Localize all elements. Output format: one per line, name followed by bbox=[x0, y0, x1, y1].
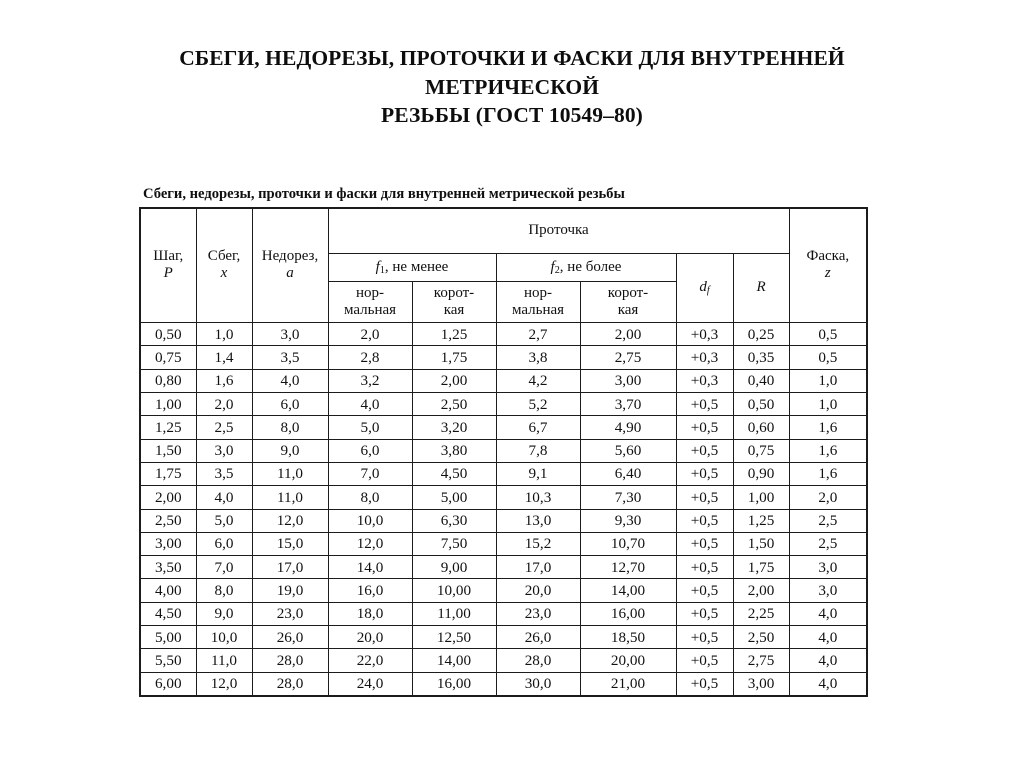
table-cell: 24,0 bbox=[328, 672, 412, 696]
table-cell: 4,90 bbox=[580, 416, 676, 439]
table-cell: 3,0 bbox=[789, 579, 867, 602]
table-cell: 10,3 bbox=[496, 486, 580, 509]
header-f2-short-line1: корот- bbox=[607, 285, 649, 302]
header-faska-symbol: z bbox=[824, 264, 831, 281]
header-step bbox=[140, 208, 196, 323]
header-r-symbol: R bbox=[756, 279, 766, 296]
page-title-line-3: РЕЗЬБЫ (ГОСТ 10549–80) bbox=[381, 103, 643, 128]
table-cell: 11,0 bbox=[252, 486, 328, 509]
table-cell: 1,6 bbox=[196, 369, 252, 392]
table-cell: 8,0 bbox=[252, 416, 328, 439]
table-row bbox=[140, 323, 867, 346]
table-cell: 0,75 bbox=[733, 439, 789, 462]
table-cell: 4,0 bbox=[328, 393, 412, 416]
table-cell: 22,0 bbox=[328, 649, 412, 672]
table-cell: 0,50 bbox=[140, 323, 196, 346]
table-cell: 3,00 bbox=[580, 369, 676, 392]
table-row bbox=[140, 672, 867, 696]
table-cell: 1,0 bbox=[196, 323, 252, 346]
table-cell: 0,35 bbox=[733, 346, 789, 369]
table-cell: 1,00 bbox=[733, 486, 789, 509]
table-cell: 17,0 bbox=[496, 556, 580, 579]
table-cell: 7,0 bbox=[196, 556, 252, 579]
header-f2-text: , не более bbox=[559, 258, 622, 275]
table-cell: 26,0 bbox=[496, 626, 580, 649]
table-cell: 2,00 bbox=[733, 579, 789, 602]
table-cell: 6,7 bbox=[496, 416, 580, 439]
table-cell: 3,5 bbox=[252, 346, 328, 369]
header-df bbox=[676, 253, 733, 323]
table-cell: +0,5 bbox=[676, 626, 733, 649]
table-cell: 3,0 bbox=[196, 439, 252, 462]
table-cell: 7,50 bbox=[412, 532, 496, 555]
table-cell: 1,50 bbox=[140, 439, 196, 462]
table-cell: +0,5 bbox=[676, 393, 733, 416]
header-nedorez bbox=[252, 208, 328, 323]
table-cell: 2,00 bbox=[140, 486, 196, 509]
header-f2-subscript: 2 bbox=[554, 264, 560, 276]
table-cell: 30,0 bbox=[496, 672, 580, 696]
table-cell: 1,6 bbox=[789, 416, 867, 439]
table-cell: 4,00 bbox=[140, 579, 196, 602]
table-cell: +0,5 bbox=[676, 579, 733, 602]
table-row bbox=[140, 532, 867, 555]
table-cell: 8,0 bbox=[328, 486, 412, 509]
table-cell: 16,0 bbox=[328, 579, 412, 602]
table-cell: 15,0 bbox=[252, 532, 328, 555]
table-cell: +0,5 bbox=[676, 462, 733, 485]
gost-table-block bbox=[139, 186, 866, 697]
table-cell: 0,5 bbox=[789, 323, 867, 346]
table-cell: 3,5 bbox=[196, 462, 252, 485]
table-cell: 5,00 bbox=[412, 486, 496, 509]
table-cell: 14,0 bbox=[328, 556, 412, 579]
header-step-symbol: P bbox=[163, 264, 173, 281]
header-f1-short-line1: корот- bbox=[433, 285, 475, 302]
gost-10549-table bbox=[139, 207, 868, 697]
table-cell: 2,75 bbox=[580, 346, 676, 369]
table-row bbox=[140, 393, 867, 416]
table-cell: 2,00 bbox=[580, 323, 676, 346]
table-cell: +0,3 bbox=[676, 323, 733, 346]
header-f2-short bbox=[580, 282, 676, 323]
table-cell: 3,00 bbox=[733, 672, 789, 696]
table-cell: 6,0 bbox=[196, 532, 252, 555]
header-f1-short bbox=[412, 282, 496, 323]
table-cell: 0,5 bbox=[789, 346, 867, 369]
table-row bbox=[140, 556, 867, 579]
table-header bbox=[140, 208, 867, 323]
table-row bbox=[140, 439, 867, 462]
header-f1-normal-line1: нор- bbox=[355, 285, 385, 302]
table-cell: 2,50 bbox=[140, 509, 196, 532]
table-cell: 1,0 bbox=[789, 369, 867, 392]
table-cell: 28,0 bbox=[496, 649, 580, 672]
table-cell: 2,0 bbox=[328, 323, 412, 346]
table-cell: 3,50 bbox=[140, 556, 196, 579]
table-cell: +0,3 bbox=[676, 369, 733, 392]
table-cell: 12,0 bbox=[252, 509, 328, 532]
table-cell: +0,5 bbox=[676, 556, 733, 579]
table-cell: 5,60 bbox=[580, 439, 676, 462]
table-cell: 14,00 bbox=[412, 649, 496, 672]
table-cell: 16,00 bbox=[580, 602, 676, 625]
table-cell: 2,75 bbox=[733, 649, 789, 672]
table-cell: 14,00 bbox=[580, 579, 676, 602]
table-row bbox=[140, 346, 867, 369]
table-cell: 3,8 bbox=[496, 346, 580, 369]
header-f1-symbol: f bbox=[375, 258, 380, 275]
table-cell: 16,00 bbox=[412, 672, 496, 696]
table-cell: +0,5 bbox=[676, 532, 733, 555]
header-faska-label: Фаска, bbox=[806, 248, 850, 265]
table-cell: 26,0 bbox=[252, 626, 328, 649]
table-cell: 23,0 bbox=[496, 602, 580, 625]
table-cell: 12,0 bbox=[328, 532, 412, 555]
header-faska bbox=[789, 208, 867, 323]
table-cell: 5,0 bbox=[328, 416, 412, 439]
table-cell: 1,0 bbox=[789, 393, 867, 416]
header-df-symbol: d bbox=[699, 279, 707, 295]
table-cell: 5,0 bbox=[196, 509, 252, 532]
header-f2-symbol: f bbox=[550, 258, 555, 275]
table-cell: 5,2 bbox=[496, 393, 580, 416]
table-cell: 5,00 bbox=[140, 626, 196, 649]
table-row bbox=[140, 579, 867, 602]
table-cell: 1,6 bbox=[789, 462, 867, 485]
table-cell: 11,00 bbox=[412, 602, 496, 625]
header-f1-short-line2: кая bbox=[443, 301, 465, 318]
table-cell: 3,70 bbox=[580, 393, 676, 416]
table-cell: 4,0 bbox=[789, 626, 867, 649]
header-f2-group bbox=[496, 253, 676, 282]
header-f1-group bbox=[328, 253, 496, 282]
table-cell: 1,25 bbox=[412, 323, 496, 346]
table-cell: 2,8 bbox=[328, 346, 412, 369]
table-cell: 0,40 bbox=[733, 369, 789, 392]
table-cell: 6,30 bbox=[412, 509, 496, 532]
table-cell: 2,50 bbox=[733, 626, 789, 649]
header-nedorez-label: Недорез, bbox=[261, 248, 319, 265]
table-cell: 9,0 bbox=[252, 439, 328, 462]
table-cell: 2,5 bbox=[196, 416, 252, 439]
table-cell: 15,2 bbox=[496, 532, 580, 555]
table-cell: 2,25 bbox=[733, 602, 789, 625]
table-cell: 7,0 bbox=[328, 462, 412, 485]
table-cell: 3,00 bbox=[140, 532, 196, 555]
table-cell: 20,0 bbox=[328, 626, 412, 649]
table-cell: 0,80 bbox=[140, 369, 196, 392]
table-cell: 5,50 bbox=[140, 649, 196, 672]
header-f2-normal-line2: мальная bbox=[511, 301, 565, 318]
table-cell: 2,5 bbox=[789, 532, 867, 555]
table-cell: +0,5 bbox=[676, 439, 733, 462]
table-cell: 4,2 bbox=[496, 369, 580, 392]
table-cell: +0,5 bbox=[676, 672, 733, 696]
header-protochka-label: Проточка bbox=[528, 222, 589, 239]
table-cell: 4,0 bbox=[789, 649, 867, 672]
table-cell: +0,5 bbox=[676, 486, 733, 509]
table-cell: 4,50 bbox=[412, 462, 496, 485]
table-row bbox=[140, 509, 867, 532]
table-cell: 0,90 bbox=[733, 462, 789, 485]
table-row bbox=[140, 462, 867, 485]
table-cell: 10,00 bbox=[412, 579, 496, 602]
header-sbeg-symbol: x bbox=[220, 264, 228, 281]
table-row bbox=[140, 649, 867, 672]
table-cell: 4,0 bbox=[196, 486, 252, 509]
header-f2-normal-line1: нор- bbox=[523, 285, 553, 302]
table-cell: 1,25 bbox=[140, 416, 196, 439]
table-cell: 3,2 bbox=[328, 369, 412, 392]
table-cell: 6,00 bbox=[140, 672, 196, 696]
table-cell: 12,0 bbox=[196, 672, 252, 696]
table-cell: 19,0 bbox=[252, 579, 328, 602]
table-cell: 3,80 bbox=[412, 439, 496, 462]
table-cell: 0,75 bbox=[140, 346, 196, 369]
header-f1-normal bbox=[328, 282, 412, 323]
header-row-1 bbox=[140, 208, 867, 254]
table-cell: 23,0 bbox=[252, 602, 328, 625]
table-cell: 13,0 bbox=[496, 509, 580, 532]
table-cell: 2,0 bbox=[789, 486, 867, 509]
table-cell: 1,25 bbox=[733, 509, 789, 532]
table-cell: 3,20 bbox=[412, 416, 496, 439]
table-cell: 0,60 bbox=[733, 416, 789, 439]
table-row bbox=[140, 416, 867, 439]
table-cell: 2,50 bbox=[412, 393, 496, 416]
table-cell: 9,00 bbox=[412, 556, 496, 579]
table-cell: 28,0 bbox=[252, 649, 328, 672]
table-cell: 11,0 bbox=[196, 649, 252, 672]
table-cell: 10,70 bbox=[580, 532, 676, 555]
table-cell: 4,50 bbox=[140, 602, 196, 625]
table-cell: 6,40 bbox=[580, 462, 676, 485]
table-cell: 6,0 bbox=[252, 393, 328, 416]
header-f1-normal-line2: мальная bbox=[343, 301, 397, 318]
table-cell: 0,50 bbox=[733, 393, 789, 416]
table-cell: 18,50 bbox=[580, 626, 676, 649]
table-cell: 9,0 bbox=[196, 602, 252, 625]
header-f2-short-line2: кая bbox=[617, 301, 639, 318]
table-cell: 1,50 bbox=[733, 532, 789, 555]
header-r bbox=[733, 253, 789, 323]
table-cell: 1,4 bbox=[196, 346, 252, 369]
table-cell: +0,5 bbox=[676, 416, 733, 439]
table-cell: 0,25 bbox=[733, 323, 789, 346]
header-f2-normal bbox=[496, 282, 580, 323]
header-group-protochka bbox=[328, 208, 789, 254]
page-title-line-1: СБЕГИ, НЕДОРЕЗЫ, ПРОТОЧКИ И ФАСКИ ДЛЯ ВНУТРЕННЕЙ bbox=[179, 46, 845, 70]
table-cell: 10,0 bbox=[328, 509, 412, 532]
table-cell: 18,0 bbox=[328, 602, 412, 625]
table-row bbox=[140, 486, 867, 509]
table-cell: 10,0 bbox=[196, 626, 252, 649]
page-title bbox=[0, 0, 1024, 130]
table-cell: +0,5 bbox=[676, 649, 733, 672]
table-cell: 4,0 bbox=[789, 602, 867, 625]
page-title-line-2: МЕТРИЧЕСКОЙ bbox=[424, 74, 600, 99]
table-cell: 11,0 bbox=[252, 462, 328, 485]
table-cell: 28,0 bbox=[252, 672, 328, 696]
table-cell: 20,0 bbox=[496, 579, 580, 602]
table-cell: 1,00 bbox=[140, 393, 196, 416]
table-caption: Сбеги, недорезы, проточки и фаски для внутренней метрической резьбы bbox=[143, 186, 625, 202]
table-cell: 21,00 bbox=[580, 672, 676, 696]
table-cell: 3,0 bbox=[789, 556, 867, 579]
header-df-subscript: f bbox=[706, 285, 710, 297]
table-row bbox=[140, 626, 867, 649]
table-cell: 2,5 bbox=[789, 509, 867, 532]
table-cell: 4,0 bbox=[252, 369, 328, 392]
table-cell: 9,1 bbox=[496, 462, 580, 485]
table-cell: +0,3 bbox=[676, 346, 733, 369]
header-f1-text: , не менее bbox=[384, 258, 449, 275]
table-body bbox=[140, 323, 867, 696]
table-cell: 12,50 bbox=[412, 626, 496, 649]
header-sbeg-label: Сбег, bbox=[207, 248, 241, 265]
table-cell: 17,0 bbox=[252, 556, 328, 579]
table-cell: 6,0 bbox=[328, 439, 412, 462]
table-cell: 20,00 bbox=[580, 649, 676, 672]
table-cell: 3,0 bbox=[252, 323, 328, 346]
table-row bbox=[140, 602, 867, 625]
table-cell: 7,8 bbox=[496, 439, 580, 462]
table-cell: 2,00 bbox=[412, 369, 496, 392]
header-f1-subscript: 1 bbox=[379, 264, 385, 276]
table-cell: 2,7 bbox=[496, 323, 580, 346]
header-sbeg bbox=[196, 208, 252, 323]
table-cell: 12,70 bbox=[580, 556, 676, 579]
table-cell: 1,75 bbox=[140, 462, 196, 485]
table-cell: 9,30 bbox=[580, 509, 676, 532]
table-cell: 7,30 bbox=[580, 486, 676, 509]
header-nedorez-symbol: a bbox=[286, 264, 294, 281]
table-row bbox=[140, 369, 867, 392]
table-cell: 1,75 bbox=[733, 556, 789, 579]
header-step-label: Шаг, bbox=[153, 248, 184, 265]
table-cell: +0,5 bbox=[676, 509, 733, 532]
table-cell: +0,5 bbox=[676, 602, 733, 625]
table-cell: 8,0 bbox=[196, 579, 252, 602]
table-cell: 1,6 bbox=[789, 439, 867, 462]
table-cell: 4,0 bbox=[789, 672, 867, 696]
table-cell: 2,0 bbox=[196, 393, 252, 416]
table-cell: 1,75 bbox=[412, 346, 496, 369]
